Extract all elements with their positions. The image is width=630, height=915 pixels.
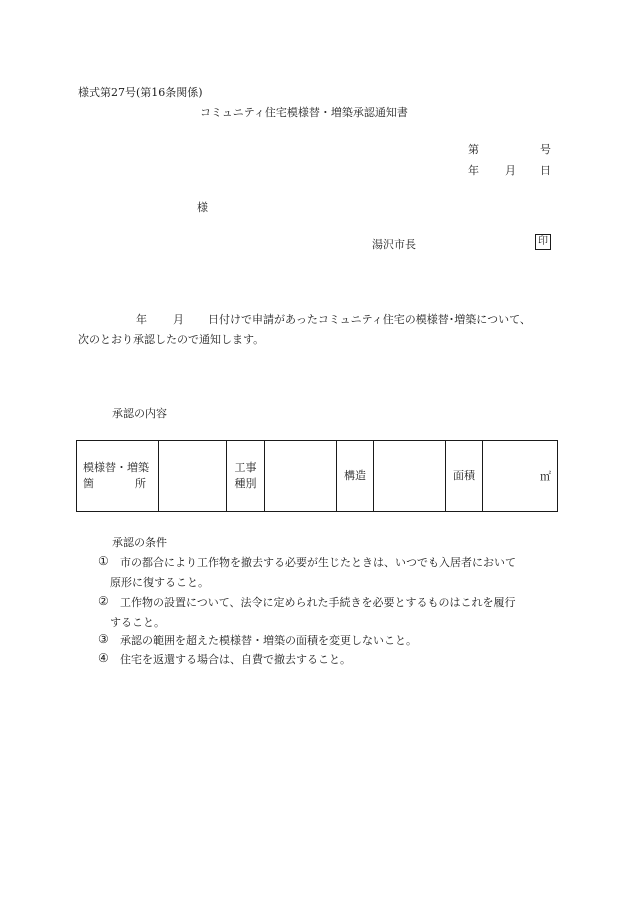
- date-year-label: 年: [468, 164, 479, 177]
- date-month-label: 月: [505, 164, 516, 177]
- condition-2-line-2: すること。: [110, 616, 165, 629]
- condition-4-line-1: 住宅を返還する場合は、自費で撤去すること。: [120, 653, 351, 666]
- body-text-line-1: 日付けで申請があったコミュニティ住宅の模様替･増築について、: [208, 313, 531, 326]
- condition-2-number: ②: [98, 594, 109, 608]
- area-label-cell: 面積: [446, 441, 483, 512]
- condition-3-number: ③: [98, 632, 109, 646]
- issuer-name: 湯沢市長: [372, 238, 416, 251]
- area-unit: ㎡: [540, 470, 551, 483]
- approval-conditions-heading: 承認の条件: [112, 536, 167, 549]
- form-number: 様式第27号(第16条関係): [78, 86, 203, 99]
- work-type-label-cell: [227, 441, 265, 512]
- body-year-label: 年: [136, 313, 147, 326]
- body-text-line-2: 次のとおり承認したので通知します。: [78, 333, 265, 346]
- addressee-honorific: 様: [197, 201, 208, 214]
- work-type-label-line-2: 種別: [234, 477, 257, 490]
- condition-1-line-1: 市の都合により工作物を撤去する必要が生じたときは、いつでも入居者において: [120, 556, 516, 569]
- condition-1-number: ①: [98, 554, 109, 568]
- seal-mark: 印: [535, 234, 551, 250]
- condition-2-line-1: 工作物の設置について、法令に定められた手続きを必要とするものはこれを履行: [120, 596, 516, 609]
- approval-contents-heading: 承認の内容: [112, 407, 167, 420]
- location-label-cell: [77, 441, 159, 512]
- document-title: コミュニティ住宅模様替・増築承認通知書: [200, 106, 408, 119]
- document-number-suffix: 号: [540, 143, 551, 156]
- work-type-value-cell[interactable]: [265, 441, 337, 512]
- location-label-line-2: [83, 476, 158, 492]
- condition-1-line-2: 原形に復すること。: [110, 576, 209, 589]
- work-type-label-line-1: 工事: [234, 461, 257, 474]
- body-month-label: 月: [173, 313, 184, 326]
- location-label-char-1: 箇: [83, 477, 94, 490]
- location-label-char-2: 所: [135, 477, 146, 490]
- structure-value-cell[interactable]: [374, 441, 446, 512]
- area-value-cell[interactable]: [483, 441, 558, 512]
- condition-3-line-1: 承認の範囲を超えた模様替・増築の面積を変更しないこと。: [120, 634, 417, 647]
- location-value-cell[interactable]: [159, 441, 227, 512]
- date-day-label: 日: [540, 164, 551, 177]
- document-number-prefix: 第: [468, 143, 479, 156]
- table-row: [77, 441, 558, 512]
- approval-contents-table: [76, 440, 558, 512]
- location-label-line-1: 模様替・増築: [83, 461, 149, 474]
- structure-label-cell: 構造: [337, 441, 374, 512]
- condition-4-number: ④: [98, 651, 109, 665]
